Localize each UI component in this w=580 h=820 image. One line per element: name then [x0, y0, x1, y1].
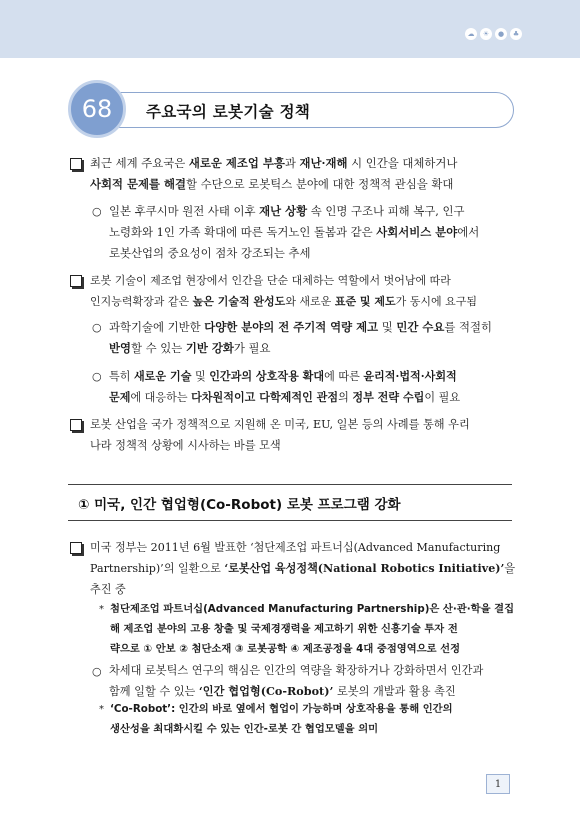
text-run: 추진 중: [90, 583, 126, 596]
emphasis-text: 높은 기술적 완성도: [192, 295, 286, 308]
emphasis-text: 생산성을 최대화시킬 수 있는 인간-로봇 간 협업모델을 의미: [110, 723, 379, 735]
text-run: 로봇의 개발과 활용 촉진: [333, 685, 456, 698]
emphasis-text: 다차원적이고 다학제적인 관점: [191, 391, 339, 404]
text-line: [90, 558, 522, 579]
emphasis-text: 사회적 문제를 해결: [90, 177, 186, 191]
text-run: 의: [338, 391, 353, 404]
intro-paragraph-6: [90, 414, 522, 456]
text-run: 속 인명 구조나 피해 복구, 인구: [307, 204, 465, 218]
subsection-title: ① 미국, 인간 협업형(Co-Robot) 로봇 프로그램 강화: [78, 497, 401, 513]
ring-bullet-icon: ○: [92, 370, 102, 383]
section-number: 68: [81, 95, 113, 123]
intro-paragraph-2: [109, 201, 519, 264]
page-number: 1: [494, 778, 502, 790]
text-run: 최근 세계 주요국은: [90, 156, 189, 170]
emphasis-text: 반영: [109, 341, 132, 355]
text-run: 특히: [109, 370, 134, 383]
text-line: [110, 719, 522, 739]
emphasis-text: 정부 전략 수립: [352, 391, 425, 404]
text-line: [90, 414, 522, 435]
subsection-top-rule: [68, 484, 512, 485]
emphasis-text: 새로운 기술: [133, 370, 192, 383]
text-run: 나라 정책적 상황에 시사하는 바를 모색: [90, 439, 281, 452]
text-run: 과학기술에 기반한: [109, 320, 205, 334]
header-icons: [465, 28, 522, 40]
text-run: 에 따른: [324, 370, 364, 383]
text-run: 시 인간을 대체하거나: [347, 156, 458, 170]
text-run: 이 필요: [424, 391, 461, 404]
text-line: [90, 270, 522, 291]
text-line: [109, 317, 519, 338]
emphasis-text: 재난 상황: [259, 204, 308, 218]
text-line: [109, 660, 521, 681]
drop-icon: ●: [495, 28, 507, 40]
ring-bullet-icon: ○: [92, 321, 102, 334]
text-run: 미국 정부는 2011년 6월 발표한 ‘첨단제조업 파트너십(Advanced Manufacturing: [90, 541, 501, 554]
square-bullet-icon: [70, 275, 82, 287]
asterisk-bullet-icon: *: [99, 604, 104, 615]
emphasis-text: 략으로 ① 안보 ② 첨단소재 ③ 로봇공학 ④ 제조공정을 4대 중점영역으로 선정: [110, 643, 461, 655]
section-title: 주요국의 로봇기술 정책: [146, 103, 311, 121]
body-note-1: [110, 599, 522, 659]
text-run: 을: [504, 562, 516, 575]
ring-bullet-icon: ○: [92, 665, 102, 678]
intro-paragraph-5: [109, 366, 519, 408]
text-line: [109, 201, 519, 222]
text-run: 및: [378, 320, 397, 334]
emphasis-text: 기반 강화: [185, 341, 234, 355]
text-line: [110, 599, 522, 619]
emphasis-text: ‘인간 협업형(Co-Robot)’: [198, 684, 334, 698]
emphasis-text: 문제: [109, 391, 131, 404]
emphasis-text: 해 제조업 분야의 고용 창출 및 국제경쟁력을 제고하기 위한 신흥기술 투자 전: [110, 623, 458, 635]
text-line: [109, 222, 519, 243]
text-run: 가 필요: [233, 341, 271, 355]
text-line: [109, 243, 519, 264]
text-line: [90, 579, 522, 600]
text-line: [109, 338, 519, 359]
text-run: 할 수 있는: [131, 341, 186, 355]
text-line: [90, 537, 522, 558]
emphasis-text: 사회서비스 분야: [376, 225, 458, 239]
body-paragraph-1: [90, 537, 522, 600]
text-line: [90, 174, 520, 195]
text-run: 로봇 산업을 국가 정책적으로 지원해 온 미국, EU, 일본 등의 사례를 통해 우리: [90, 418, 470, 431]
text-run: 에서: [457, 225, 480, 239]
intro-paragraph-1: [90, 153, 520, 195]
text-run: 함께 일할 수 있는: [109, 685, 199, 698]
text-line: [109, 366, 519, 387]
text-run: 및: [191, 370, 210, 383]
leaf-icon: ♣: [510, 28, 522, 40]
text-line: [90, 435, 522, 456]
text-run: 할 수단으로 로봇틱스 분야에 대한 정책적 관심을 확대: [185, 177, 454, 191]
text-line: [110, 619, 522, 639]
subsection-bottom-rule: [68, 520, 512, 521]
emphasis-text: 표준 및 제도: [334, 295, 396, 308]
text-run: 와 새로운: [285, 295, 335, 308]
square-bullet-icon: [70, 419, 82, 431]
emphasis-text: 다양한 분야의 전 주기적 역량 제고: [204, 320, 379, 334]
text-run: 로봇산업의 중요성이 점차 강조되는 추세: [109, 246, 311, 260]
cloud-icon: ☁: [465, 28, 477, 40]
text-line: [109, 387, 519, 408]
text-line: [90, 291, 522, 312]
text-run: 에 대응하는: [130, 391, 192, 404]
emphasis-text: 윤리적·법적·사회적: [363, 370, 457, 383]
emphasis-text: 인간과의 상호작용 확대: [209, 370, 325, 383]
asterisk-bullet-icon: *: [99, 704, 104, 715]
square-bullet-icon: [70, 542, 82, 554]
body-paragraph-2: [109, 660, 521, 702]
square-bullet-icon: [70, 158, 82, 170]
text-run: 로봇 기술이 제조업 현장에서 인간을 단순 대체하는 역할에서 벗어남에 따라: [90, 274, 451, 287]
intro-paragraph-3: [90, 270, 522, 312]
emphasis-text: 민간 수요: [396, 320, 445, 334]
text-run: 노령화와 1인 가족 확대에 따른 독거노인 돌봄과 같은: [109, 225, 377, 239]
emphasis-text: ‘로봇산업 육성정책(National Robotics Initiative)’: [224, 562, 505, 575]
section-number-badge: [68, 80, 126, 138]
text-run: 차세대 로봇틱스 연구의 핵심은 인간의 역량을 확장하거나 강화하면서 인간과: [109, 664, 484, 677]
emphasis-text: 첨단제조업 파트너십(Advanced Manufacturing Partnership)은 산·관·학을 결집: [110, 603, 515, 615]
ring-bullet-icon: ○: [92, 205, 102, 218]
text-line: [90, 153, 520, 174]
emphasis-text: 새로운 제조업 부흥: [188, 156, 285, 170]
sun-icon: ☀: [480, 28, 492, 40]
text-line: [110, 639, 522, 659]
text-run: 인지능력확장과 같은: [90, 295, 193, 308]
emphasis-text: 재난·재해: [299, 156, 348, 170]
text-run: 를 적절히: [444, 320, 493, 334]
text-run: 가 동시에 요구됨: [395, 295, 477, 308]
intro-paragraph-4: [109, 317, 519, 359]
page-number-box: [486, 774, 510, 794]
text-run: 과: [284, 156, 300, 170]
emphasis-text: ‘Co-Robot’: 인간의 바로 옆에서 협업이 가능하며 상호작용을 통해 인간의: [110, 703, 453, 715]
text-run: 일본 후쿠시마 원전 사태 이후: [109, 204, 260, 218]
body-note-2: [110, 699, 522, 739]
text-run: Partnership)’의 일환으로: [90, 562, 225, 575]
text-line: [110, 699, 522, 719]
